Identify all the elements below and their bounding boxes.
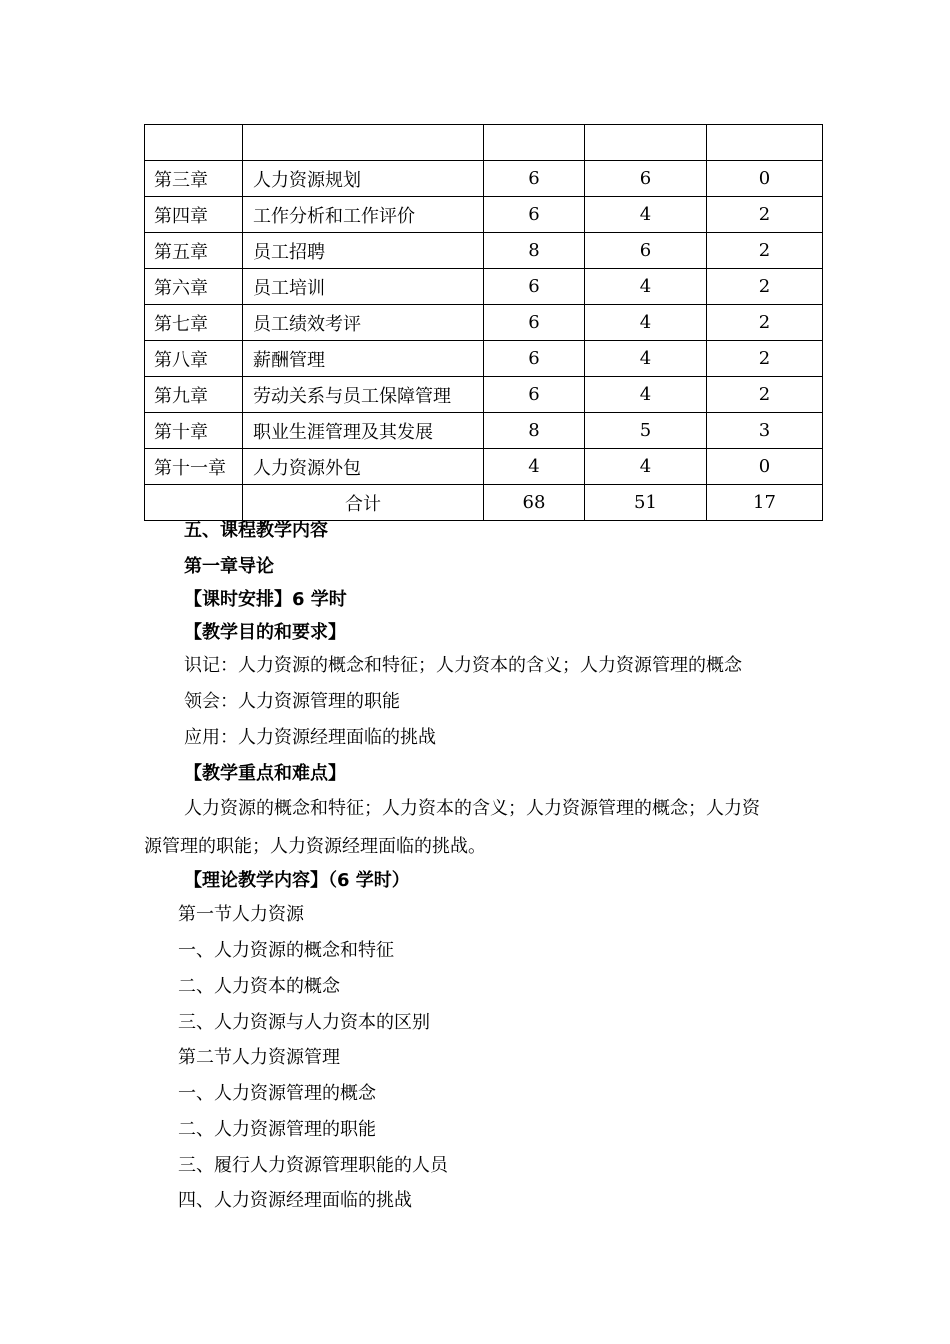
practice-hours-cell: 0 <box>707 449 823 485</box>
chapter-cell: 第三章 <box>145 161 243 197</box>
title-cell: 薪酬管理 <box>243 341 484 377</box>
theory-hours-cell: 4 <box>585 341 707 377</box>
theory-hours-cell: 4 <box>585 197 707 233</box>
table-row <box>145 305 823 341</box>
practice-hours-cell: 2 <box>707 233 823 269</box>
goal-recall: 识记：人力资源的概念和特征；人力资本的含义；人力资源管理的概念 <box>184 655 742 676</box>
title-cell: 职业生涯管理及其发展 <box>243 413 484 449</box>
theory-hours-cell: 5 <box>585 413 707 449</box>
chapter-heading: 第一章导论 <box>184 556 274 577</box>
chapter-cell: 第八章 <box>145 341 243 377</box>
key-points-line-1: 人力资源的概念和特征；人力资本的含义；人力资源管理的概念；人力资 <box>184 798 760 819</box>
practice-hours-cell: 2 <box>707 269 823 305</box>
title-cell: 人力资源规划 <box>243 161 484 197</box>
total-hours-cell: 6 <box>484 269 585 305</box>
chapter-cell: 第十章 <box>145 413 243 449</box>
table-row <box>145 341 823 377</box>
total-hours-cell: 6 <box>484 161 585 197</box>
section-1-item: 三、人力资源与人力资本的区别 <box>178 1012 430 1033</box>
practice-hours-cell: 2 <box>707 377 823 413</box>
theory-hours-cell: 4 <box>585 377 707 413</box>
practice-hours-cell: 0 <box>707 161 823 197</box>
hours-table <box>144 124 823 521</box>
theory-hours-cell: 4 <box>585 305 707 341</box>
table-row <box>145 449 823 485</box>
section-1-item: 二、人力资本的概念 <box>178 976 340 997</box>
table-header-row <box>145 125 823 161</box>
practice-hours-cell: 2 <box>707 305 823 341</box>
title-cell: 人力资源外包 <box>243 449 484 485</box>
title-cell: 劳动关系与员工保障管理 <box>243 377 484 413</box>
total-hours-cell: 6 <box>484 377 585 413</box>
total-hours-cell: 8 <box>484 413 585 449</box>
total-hours-cell: 68 <box>484 485 585 521</box>
table-cell <box>145 125 243 161</box>
table-row <box>145 269 823 305</box>
total-hours-cell: 6 <box>484 197 585 233</box>
key-points-line-2: 源管理的职能；人力资源经理面临的挑战。 <box>144 836 486 857</box>
chapter-cell: 第十一章 <box>145 449 243 485</box>
table-row <box>145 161 823 197</box>
key-points-heading: 【教学重点和难点】 <box>184 763 346 784</box>
theory-hours-cell: 4 <box>585 269 707 305</box>
goals-heading: 【教学目的和要求】 <box>184 622 346 643</box>
theory-hours-cell: 6 <box>585 161 707 197</box>
table-cell <box>585 125 707 161</box>
total-label-cell: 合计 <box>243 485 484 521</box>
theory-hours-cell: 6 <box>585 233 707 269</box>
chapter-cell: 第四章 <box>145 197 243 233</box>
theory-hours-cell: 51 <box>585 485 707 521</box>
theory-heading: 【理论教学内容】（6 学时） <box>184 870 410 891</box>
chapter-cell: 第六章 <box>145 269 243 305</box>
section-2-title: 第二节人力资源管理 <box>178 1047 340 1068</box>
chapter-cell: 第七章 <box>145 305 243 341</box>
title-cell: 员工绩效考评 <box>243 305 484 341</box>
practice-hours-cell: 2 <box>707 341 823 377</box>
total-hours-cell: 4 <box>484 449 585 485</box>
goal-apply: 应用：人力资源经理面临的挑战 <box>184 727 436 748</box>
total-hours-cell: 8 <box>484 233 585 269</box>
table-cell <box>707 125 823 161</box>
section-2-item: 二、人力资源管理的职能 <box>178 1119 376 1140</box>
section-2-item: 四、人力资源经理面临的挑战 <box>178 1190 412 1211</box>
title-cell: 员工培训 <box>243 269 484 305</box>
chapter-cell: 第五章 <box>145 233 243 269</box>
practice-hours-cell: 2 <box>707 197 823 233</box>
section-1-item: 一、人力资源的概念和特征 <box>178 940 394 961</box>
title-cell: 员工招聘 <box>243 233 484 269</box>
goal-understand: 领会：人力资源管理的职能 <box>184 691 400 712</box>
table-row <box>145 233 823 269</box>
section-1-title: 第一节人力资源 <box>178 904 304 925</box>
section-heading: 五、课程教学内容 <box>184 520 328 541</box>
table-cell <box>243 125 484 161</box>
total-hours-cell: 6 <box>484 305 585 341</box>
table-cell <box>484 125 585 161</box>
total-hours-cell: 6 <box>484 341 585 377</box>
practice-hours-cell: 3 <box>707 413 823 449</box>
title-cell: 工作分析和工作评价 <box>243 197 484 233</box>
section-2-item: 三、履行人力资源管理职能的人员 <box>178 1155 448 1176</box>
theory-hours-cell: 4 <box>585 449 707 485</box>
practice-hours-cell: 17 <box>707 485 823 521</box>
chapter-cell: 第九章 <box>145 377 243 413</box>
table-row <box>145 377 823 413</box>
table-row <box>145 197 823 233</box>
section-2-item: 一、人力资源管理的概念 <box>178 1083 376 1104</box>
table-row <box>145 413 823 449</box>
hours-heading: 【课时安排】6 学时 <box>184 589 347 610</box>
